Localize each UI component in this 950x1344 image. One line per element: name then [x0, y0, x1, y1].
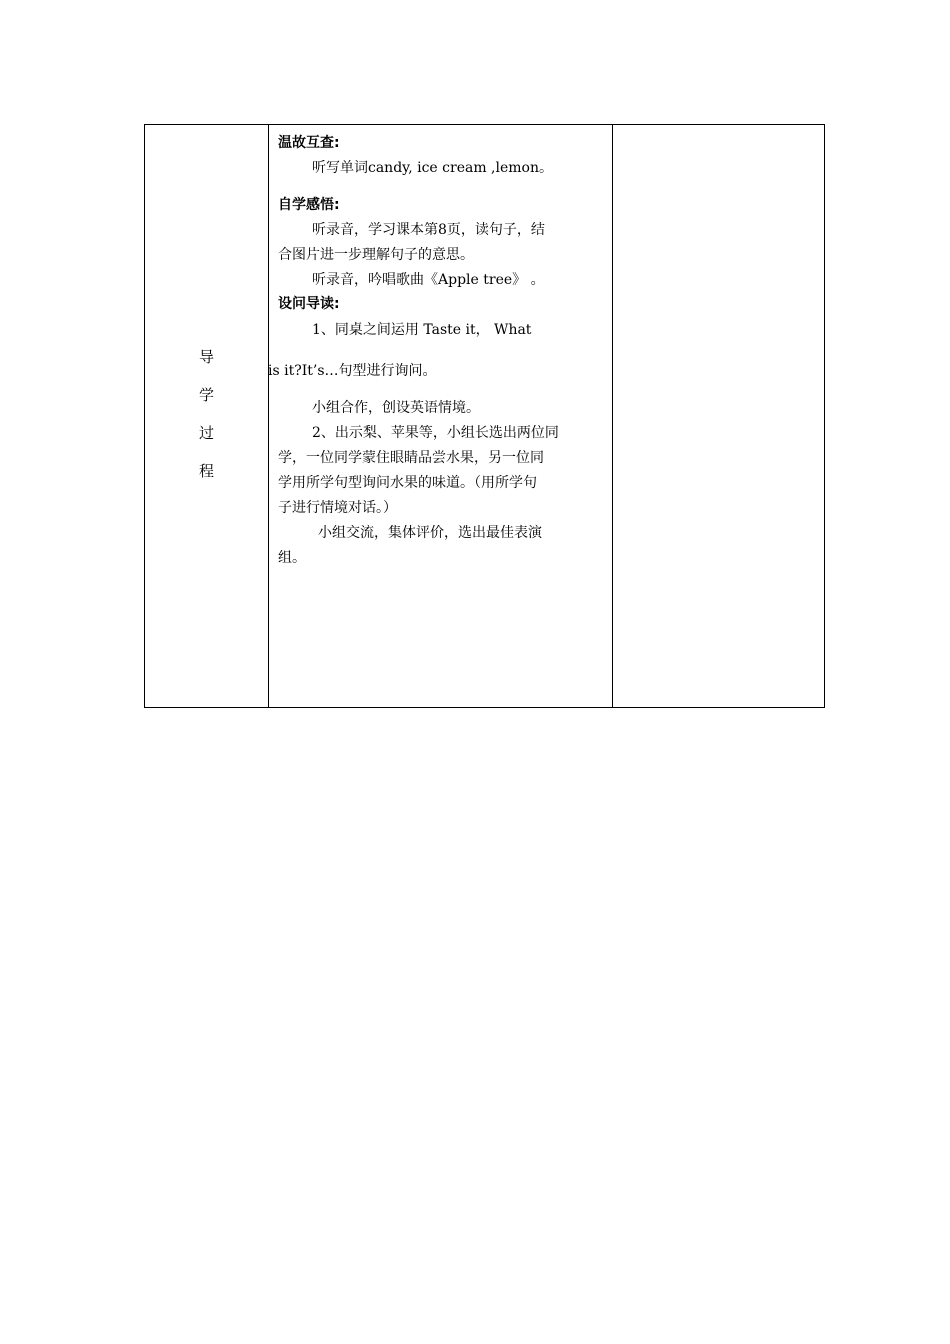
guided-text: 子进行情境对话。） — [278, 500, 397, 516]
row-label-char: 程 — [198, 462, 214, 480]
self-study-text: 合图片进一步理解句子的意思。 — [278, 247, 474, 263]
guided-text: 1、同桌之间运用 Taste it， What — [312, 322, 532, 338]
row-label-char: 导 — [198, 348, 214, 366]
notes-cell — [613, 125, 824, 707]
guided-text: 组。 — [278, 550, 306, 566]
column-divider — [268, 125, 269, 707]
self-study-heading: 自学感悟: — [278, 197, 340, 213]
row-label-char: 过 — [198, 424, 214, 442]
guided-text: 小组合作，创设英语情境。 — [312, 400, 480, 416]
guided-text: is it?It’s…句型进行询问。 — [268, 363, 437, 379]
lesson-table — [144, 124, 825, 708]
review-text: 听写单词candy, ice cream ,lemon。 — [312, 160, 553, 176]
review-heading: 温故互查: — [278, 135, 340, 151]
guided-text: 小组交流，集体评价，选出最佳表演 — [318, 525, 542, 541]
row-label-cell — [145, 125, 268, 707]
self-study-text: 听录音，吟唱歌曲《Apple tree》 。 — [312, 272, 545, 288]
guided-text: 学用所学句型询问水果的味道。（用所学句 — [278, 475, 537, 491]
guided-text: 2、出示梨、苹果等，小组长选出两位同 — [312, 425, 559, 441]
row-label-char: 学 — [198, 386, 214, 404]
guided-heading: 设问导读: — [278, 296, 340, 312]
self-study-text: 听录音，学习课本第8页，读句子，结 — [312, 222, 545, 238]
guided-text: 学，一位同学蒙住眼睛品尝水果，另一位同 — [278, 450, 544, 466]
